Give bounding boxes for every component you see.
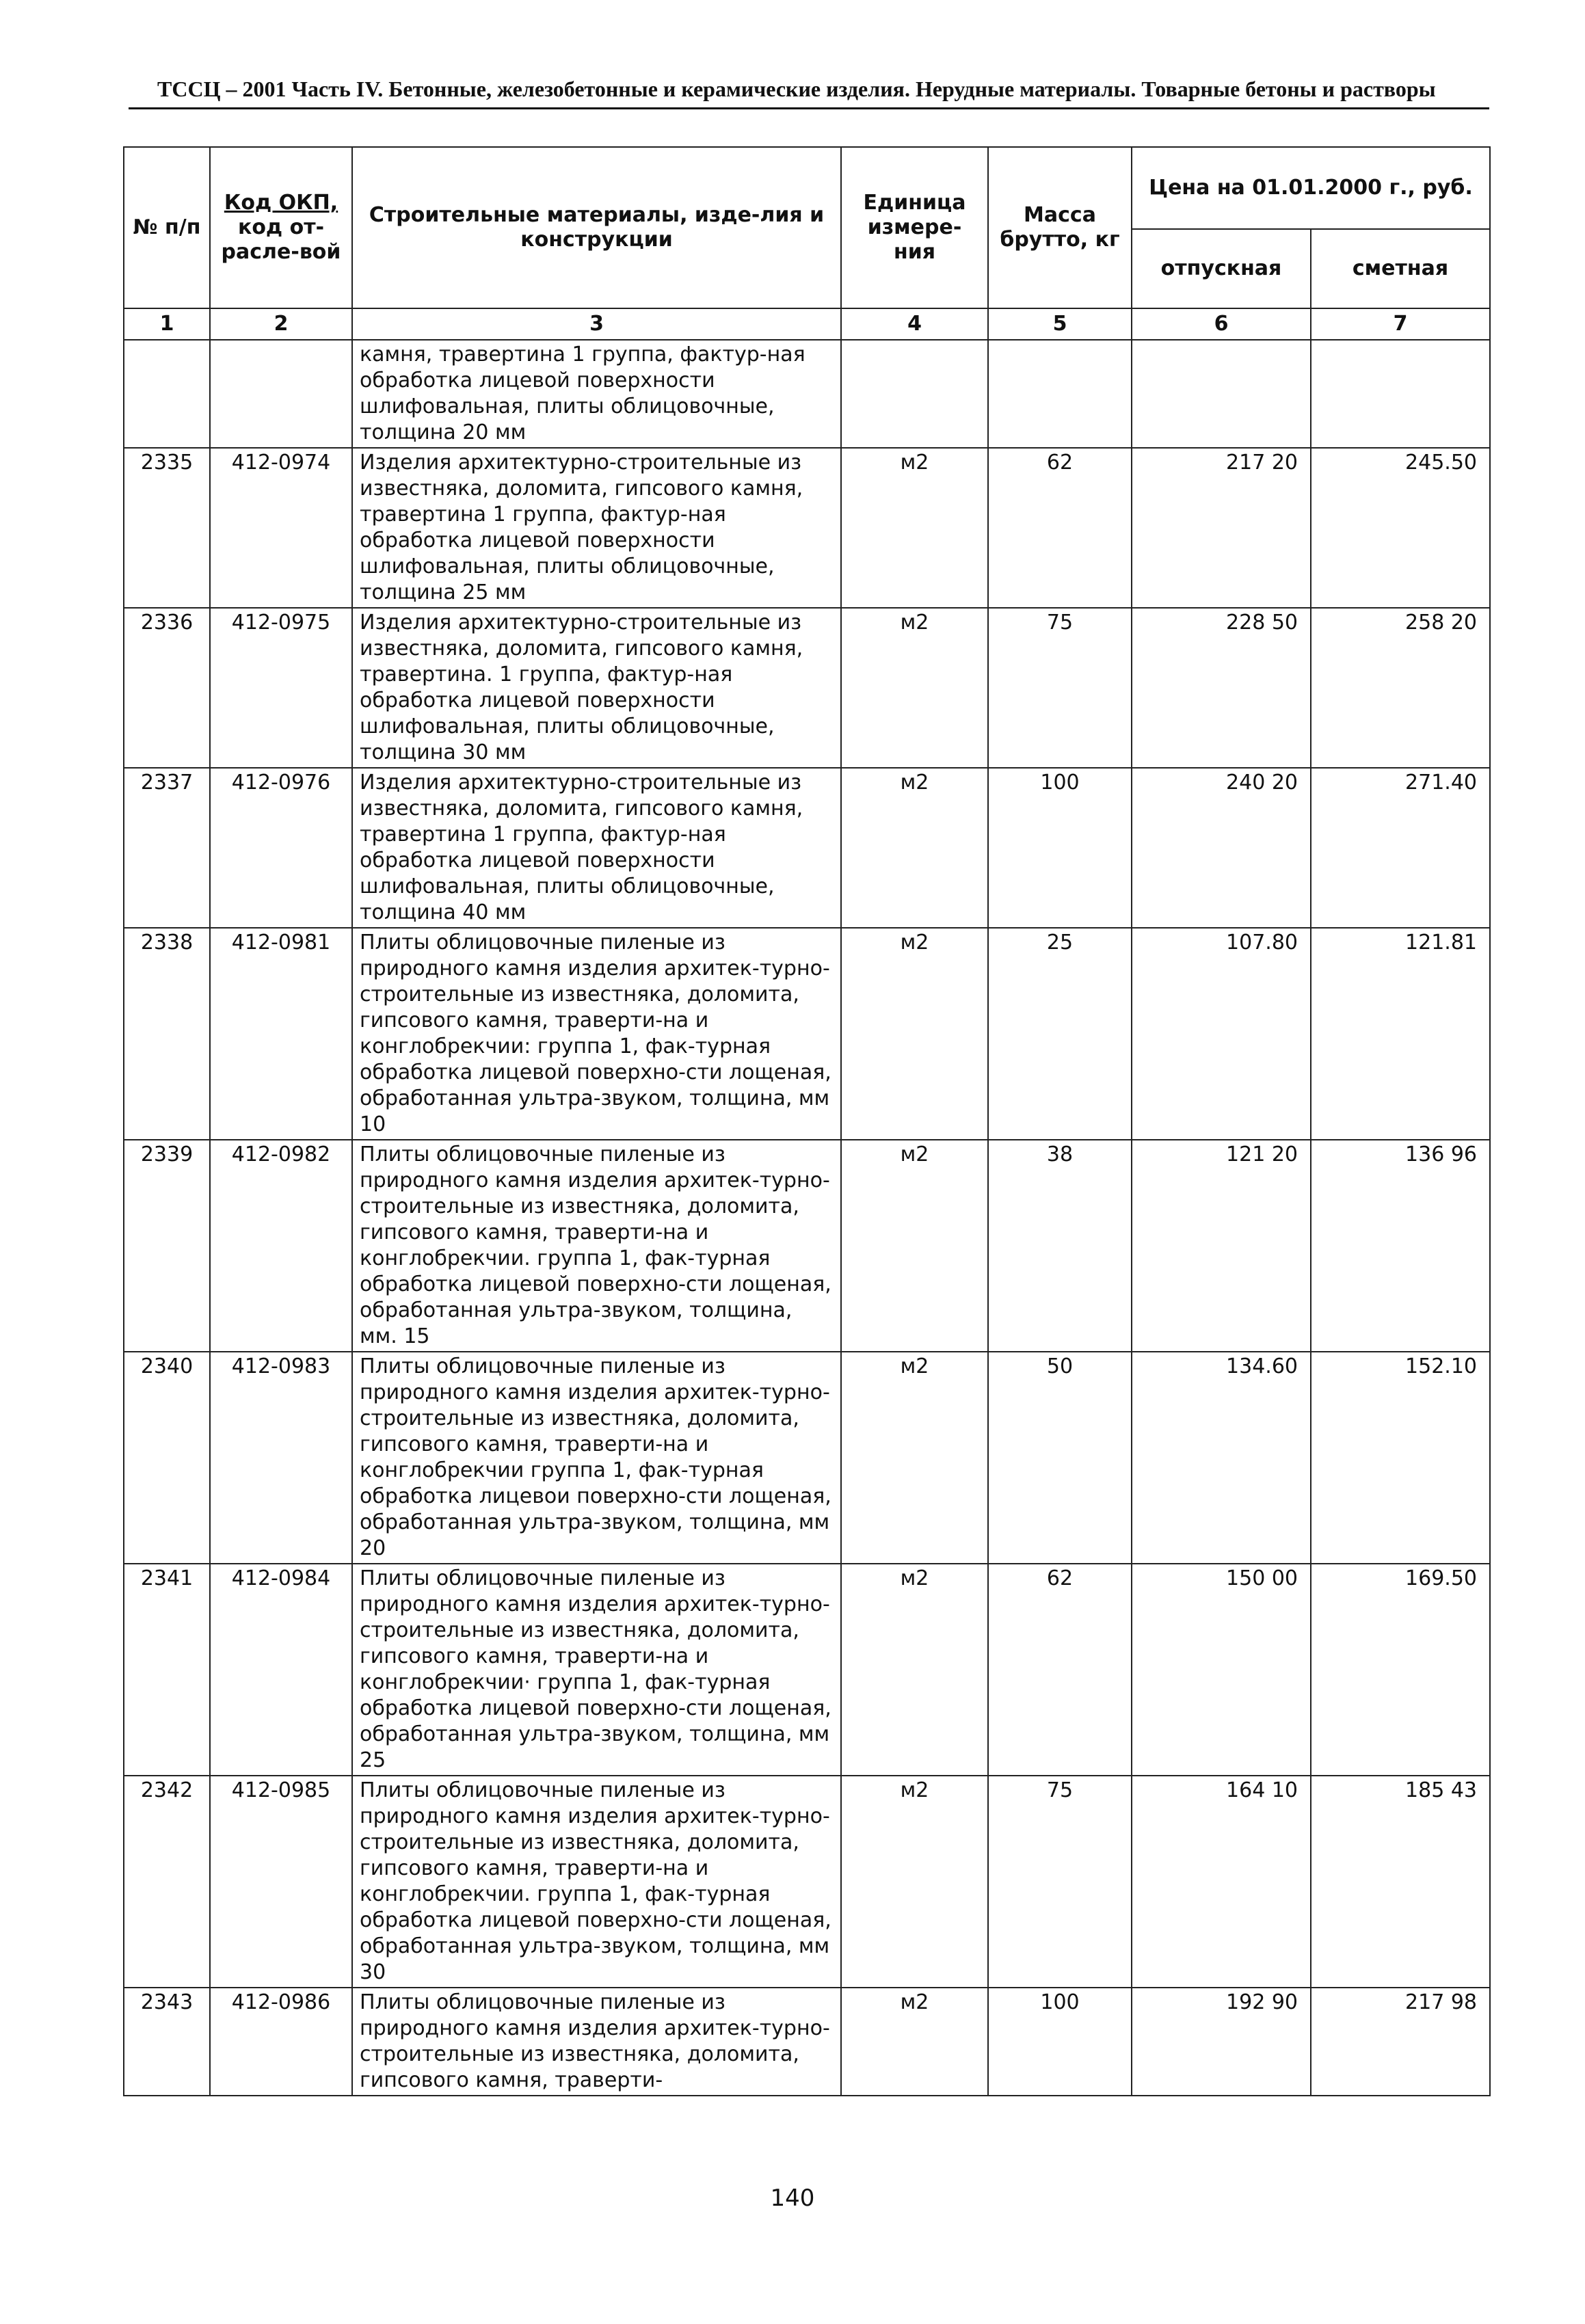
row-number: 2339 (124, 1140, 210, 1352)
table-row (124, 1140, 1490, 1352)
table-row (124, 768, 1490, 928)
row-mass: 62 (988, 448, 1132, 608)
row-price-release: 134.60 (1132, 1352, 1311, 1564)
row-mass: 38 (988, 1140, 1132, 1352)
row-mass: 25 (988, 928, 1132, 1140)
table-row (124, 1988, 1490, 2096)
row-price-release: 164 10 (1132, 1776, 1311, 1988)
row-unit: м2 (841, 1564, 988, 1776)
row-price-release (1132, 340, 1311, 448)
row-price-estimate: 169.50 (1311, 1564, 1490, 1776)
row-unit: м2 (841, 1140, 988, 1352)
header-unit: Единица измере-ния (841, 147, 988, 308)
row-code: 412-0986 (210, 1988, 352, 2096)
row-mass: 62 (988, 1564, 1132, 1776)
column-number: 2 (210, 308, 352, 340)
row-code: 412-0982 (210, 1140, 352, 1352)
row-price-release: 240 20 (1132, 768, 1311, 928)
row-unit: м2 (841, 448, 988, 608)
header-price-estimate: сметная (1311, 229, 1490, 308)
header-name: Строительные материалы, изде-лия и конструкции (352, 147, 841, 308)
running-head: ТССЦ – 2001 Часть IV. Бетонные, железобетонные и керамические изделия. Нерудные материалы. Товарные бетоны и растворы (157, 77, 1436, 101)
row-mass (988, 340, 1132, 448)
row-price-release: 107.80 (1132, 928, 1311, 1140)
row-mass: 100 (988, 1988, 1132, 2096)
row-description: камня, травертина 1 группа, фактур-ная обработка лицевой поверхности шлифовальная, плиты облицовочные, толщина 20 мм (352, 340, 841, 448)
row-code: 412-0985 (210, 1776, 352, 1988)
row-price-estimate: 217 98 (1311, 1988, 1490, 2096)
row-price-release: 228 50 (1132, 608, 1311, 768)
header-code-branch: код от-расле-вой (221, 215, 341, 264)
row-mass: 100 (988, 768, 1132, 928)
row-price-release: 192 90 (1132, 1988, 1311, 2096)
row-code: 412-0981 (210, 928, 352, 1140)
row-description: Изделия архитектурно-строительные из известняка, доломита, гипсового камня, травертина 1 группа, фактур-ная обработка лицевой поверхности шлифовальная, плиты облицовочные, толщина 25 мм (352, 448, 841, 608)
row-description: Плиты облицовочные пиленые из природного камня изделия архитек-турно-строительные из известняка, доломита, гипсового камня, траверти-на и конглобрекчии: группа 1, фак-турная обработка лицевой поверхно-сти лощеная, обработанная ультра-звуком, толщина, мм 10 (352, 928, 841, 1140)
table-row (124, 1776, 1490, 1988)
row-price-estimate: 245.50 (1311, 448, 1490, 608)
table-row-continuation (124, 340, 1490, 448)
header-mass: Масса брутто, кг (988, 147, 1132, 308)
row-price-estimate: 185 43 (1311, 1776, 1490, 1988)
row-price-estimate: 121.81 (1311, 928, 1490, 1140)
row-price-estimate: 271.40 (1311, 768, 1490, 928)
row-price-release: 217 20 (1132, 448, 1311, 608)
row-code (210, 340, 352, 448)
row-number: 2336 (124, 608, 210, 768)
row-number: 2337 (124, 768, 210, 928)
row-number: 2343 (124, 1988, 210, 2096)
column-number: 3 (352, 308, 841, 340)
header-code (210, 147, 352, 308)
row-code: 412-0974 (210, 448, 352, 608)
row-unit: м2 (841, 608, 988, 768)
table-row (124, 448, 1490, 608)
table-row (124, 1352, 1490, 1564)
row-description: Плиты облицовочные пиленые из природного камня изделия архитек-турно-строительные из известняка, доломита, гипсового камня, траверти-на и конглобрекчии. группа 1, фак-турная обработка лицевой поверхно-сти лощеная, обработанная ультра-звуком, толщина, мм. 15 (352, 1140, 841, 1352)
row-number: 2338 (124, 928, 210, 1140)
row-number: 2341 (124, 1564, 210, 1776)
row-description: Изделия архитектурно-строительные из известняка, доломита, гипсового камня, травертина. 1 группа, фактур-ная обработка лицевой поверхности шлифовальная, плиты облицовочные, толщина 30 мм (352, 608, 841, 768)
row-price-estimate: 152.10 (1311, 1352, 1490, 1564)
header-num: № п/п (124, 147, 210, 308)
column-number: 1 (124, 308, 210, 340)
row-code: 412-0983 (210, 1352, 352, 1564)
row-unit: м2 (841, 928, 988, 1140)
table-row (124, 608, 1490, 768)
row-description: Изделия архитектурно-строительные из известняка, доломита, гипсового камня, травертина 1 группа, фактур-ная обработка лицевой поверхности шлифовальная, плиты облицовочные, толщина 40 мм (352, 768, 841, 928)
row-description: Плиты облицовочные пиленые из природного камня изделия архитек-турно-строительные из известняка, доломита, гипсового камня, траверти- (352, 1988, 841, 2096)
row-mass: 75 (988, 1776, 1132, 1988)
column-numbers-row (124, 308, 1490, 340)
header-price-release: отпускная (1132, 229, 1311, 308)
column-number: 7 (1311, 308, 1490, 340)
price-table (123, 146, 1491, 2096)
row-unit: м2 (841, 1988, 988, 2096)
table-row (124, 1564, 1490, 1776)
row-code: 412-0984 (210, 1564, 352, 1776)
row-code: 412-0975 (210, 608, 352, 768)
column-number: 6 (1132, 308, 1311, 340)
row-description: Плиты облицовочные пиленые из природного камня изделия архитек-турно-строительные из известняка, доломита, гипсового камня, траверти-на и конглобрекчии группа 1, фак-турная обработка лицевои поверхно-сти лощеная, обработанная ультра-звуком, толщина, мм 20 (352, 1352, 841, 1564)
row-price-estimate: 136 96 (1311, 1140, 1490, 1352)
row-number: 2340 (124, 1352, 210, 1564)
column-number: 4 (841, 308, 988, 340)
row-price-estimate (1311, 340, 1490, 448)
row-description: Плиты облицовочные пиленые из природного камня изделия архитек-турно-строительные из известняка, доломита, гипсового камня, траверти-на и конглобрекчии· группа 1, фак-турная обработка лицевой поверхно-сти лощеная, обработанная ультра-звуком, толщина, мм 25 (352, 1564, 841, 1776)
table-row (124, 928, 1490, 1140)
row-unit: м2 (841, 768, 988, 928)
row-code: 412-0976 (210, 768, 352, 928)
column-number: 5 (988, 308, 1132, 340)
row-unit: м2 (841, 1352, 988, 1564)
row-price-release: 121 20 (1132, 1140, 1311, 1352)
row-unit: м2 (841, 1776, 988, 1988)
row-unit (841, 340, 988, 448)
row-number: 2342 (124, 1776, 210, 1988)
row-mass: 50 (988, 1352, 1132, 1564)
header-price: Цена на 01.01.2000 г., руб. (1132, 147, 1490, 229)
row-description: Плиты облицовочные пиленые из природного камня изделия архитек-турно-строительные из известняка, доломита, гипсового камня, траверти-на и конглобрекчии. группа 1, фак-турная обработка лицевой поверхно-сти лощеная, обработанная ультра-звуком, толщина, мм 30 (352, 1776, 841, 1988)
row-number (124, 340, 210, 448)
header-code-okp: Код ОКП, (224, 191, 338, 215)
row-price-release: 150 00 (1132, 1564, 1311, 1776)
page-number: 140 (770, 2185, 815, 2212)
row-mass: 75 (988, 608, 1132, 768)
header-rule (129, 107, 1489, 109)
row-price-estimate: 258 20 (1311, 608, 1490, 768)
row-number: 2335 (124, 448, 210, 608)
